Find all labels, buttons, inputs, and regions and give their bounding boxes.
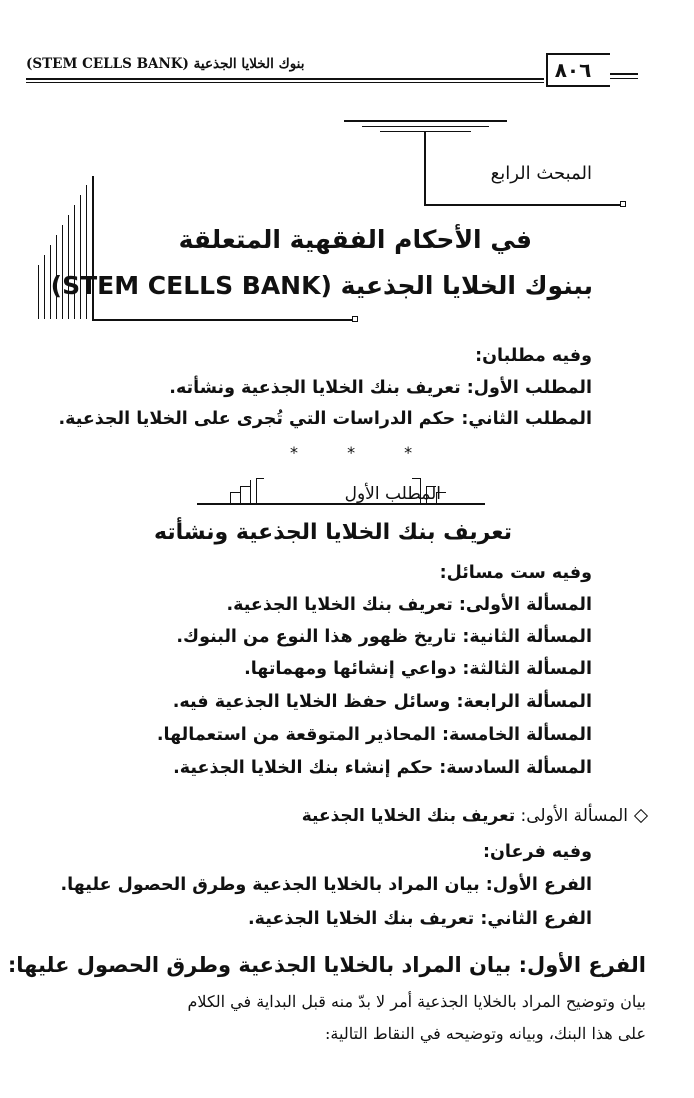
- intro-lead: وفيه مطلبان:: [475, 346, 592, 366]
- chapter-title-line1: في الأحكام الفقهية المتعلقة: [178, 225, 532, 254]
- question-heading: [302, 806, 646, 826]
- list-item: المطلب الثاني: حكم الدراسات التي تُجرى على الخلايا الجذعية.: [58, 409, 592, 429]
- list-item: المسألة السادسة: حكم إنشاء بنك الخلايا الجذعية.: [173, 758, 592, 778]
- question-title: تعريف بنك الخلايا الجذعية: [301, 806, 516, 826]
- header-rule-thin: [26, 82, 544, 83]
- section-label: المبحث الرابع: [490, 163, 592, 184]
- list-item: المسألة الرابعة: وسائل حفظ الخلايا الجذعية فيه.: [172, 692, 592, 712]
- question-label: المسألة الأولى:: [520, 806, 628, 826]
- separator: * * *: [290, 443, 435, 462]
- list-item: المسألة الخامسة: المحاذير المتوقعة من استعمالها.: [156, 725, 592, 745]
- subsection-title: تعريف بنك الخلايا الجذعية ونشأته: [154, 520, 512, 545]
- list-item: الفرع الثاني: تعريف بنك الخلايا الجذعية.: [247, 909, 592, 929]
- paragraph-line: بيان وتوضيح المراد بالخلايا الجذعية أمر لا بدّ منه قبل البداية في الكلام: [187, 992, 646, 1011]
- paragraph-line: على هذا البنك، وبيانه وتوضيحه في النقاط التالية:: [325, 1024, 646, 1043]
- list-item: المسألة الأولى: تعريف بنك الخلايا الجذعية.: [226, 595, 592, 615]
- page-number-tail: [610, 73, 638, 75]
- page-number-tail-thin: [610, 78, 638, 79]
- running-header: [26, 52, 616, 76]
- list-item: المسألة الثالثة: دواعي إنشائها ومهماتها.: [244, 659, 592, 679]
- list-item: الفرع الأول: بيان المراد بالخلايا الجذعية وطرق الحصول عليها.: [60, 875, 592, 895]
- branch-heading: الفرع الأول: بيان المراد بالخلايا الجذعية وطرق الحصول عليها:: [7, 953, 646, 977]
- subsection-label: المطلب الأول: [344, 484, 441, 504]
- running-title: (STEM CELLS BANK) بنوك الخلايا الجذعية: [26, 56, 305, 72]
- subsection-lead: وفيه ست مسائل:: [439, 563, 592, 583]
- list-item: المطلب الأول: تعريف بنك الخلايا الجذعية ونشأته.: [169, 378, 592, 398]
- diamond-bullet-icon: [634, 809, 648, 823]
- question-lead: وفيه فرعان:: [483, 842, 592, 862]
- list-item: المسألة الثانية: تاريخ ظهور هذا النوع من البنوك.: [176, 627, 592, 647]
- header-rule: [26, 78, 544, 80]
- page-number: ٨٠٦: [554, 58, 592, 82]
- chapter-title-line2: ببنوك الخلايا الجذعية (STEM CELLS BANK): [50, 271, 593, 300]
